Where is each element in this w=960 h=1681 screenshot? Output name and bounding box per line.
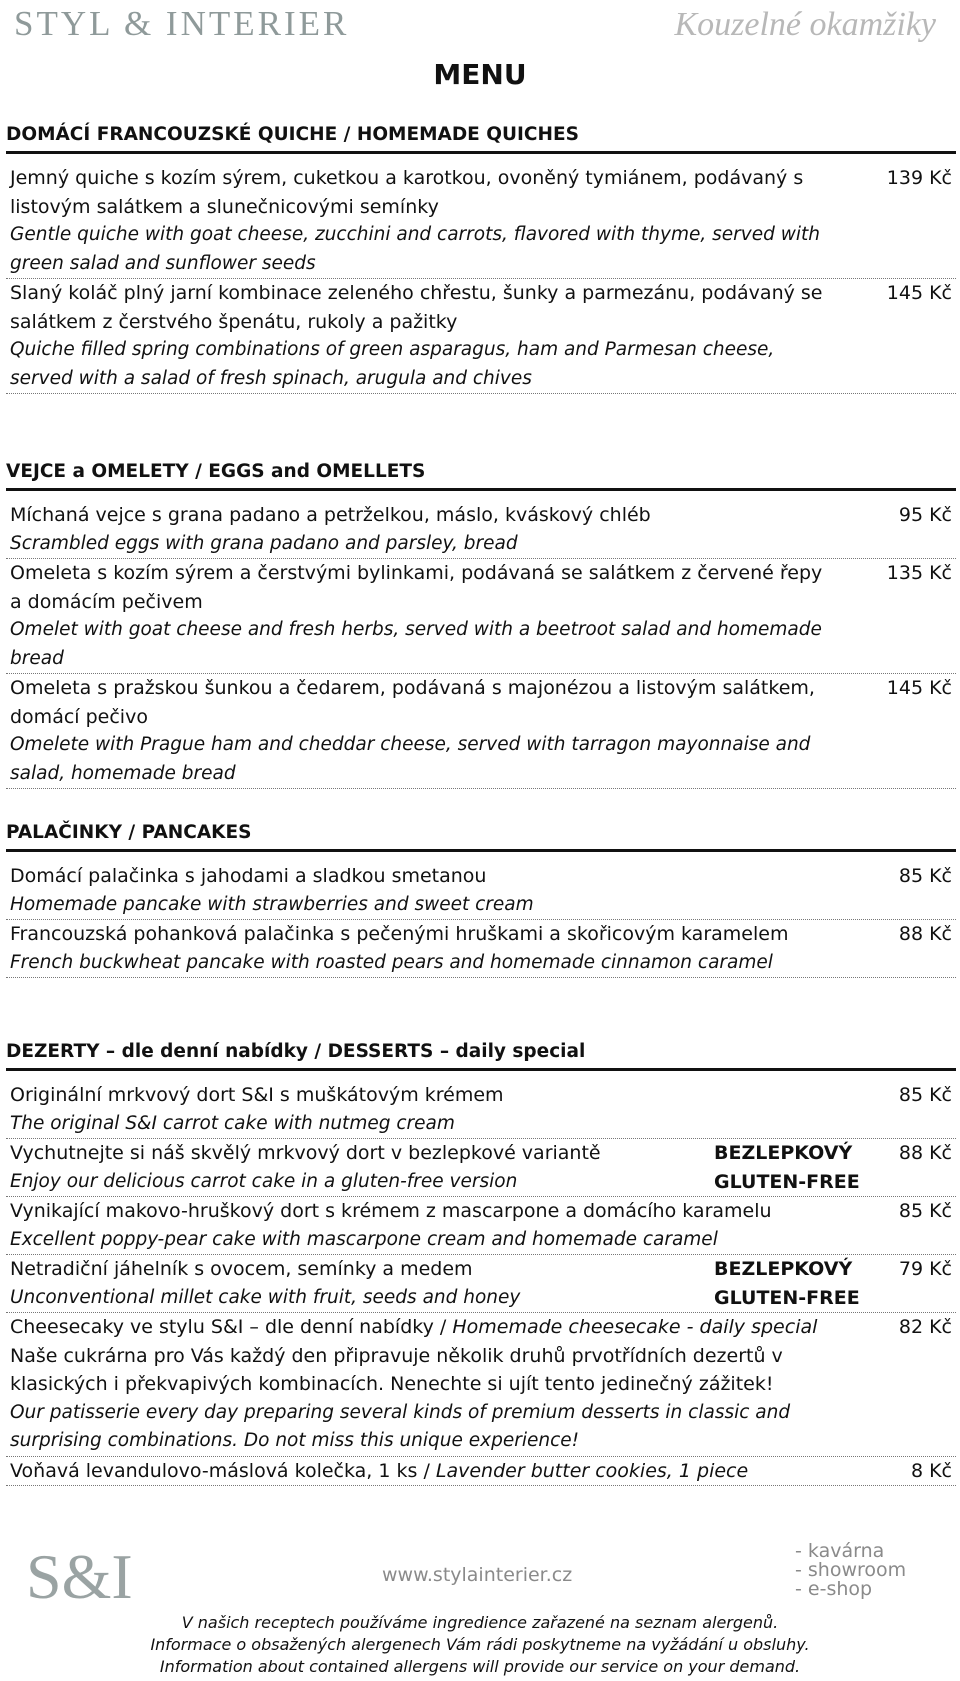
item-name-cz-main: Cheesecaky ve stylu S&I – dle denní nabídky / [10,1316,453,1338]
item-price: 145 Kč [886,677,952,699]
gluten-free-label-en: GLUTEN-FREE [714,1286,860,1309]
allergen-note-line: V našich receptech používáme ingredience zařazené na seznam alergenů. [181,1613,779,1632]
section-title: PALAČINKY / PANCAKES [6,822,252,843]
item-name-cz: Francouzská pohanková palačinka s pečenými hruškami a skořicovým karamelem [10,923,789,945]
tagline: Kouzelné okamžiky [674,6,936,43]
item-price: 139 Kč [886,167,952,189]
section-desserts [6,1039,956,1486]
gluten-free-badge [714,1255,860,1312]
menu-item [6,1197,956,1255]
item-name-cz [10,1313,952,1342]
item-name-cz: Jemný quiche s kozím sýrem, cuketkou a karotkou, ovoněný tymiánem, podávaný s listovým salátkem a slunečnicovými semínky [10,167,804,218]
section-divider [6,1068,956,1071]
item-description-en: Our patisserie every day preparing several kinds of premium desserts in classic and surprising combinations. Do not miss this unique experience! [10,1401,791,1451]
section-eggs [6,459,956,789]
item-price: 88 Kč [898,923,952,945]
svg-text:S&I: S&I [26,1541,133,1612]
gluten-free-label-cz: BEZLEPKOVÝ [714,1258,853,1280]
gluten-free-label-en: GLUTEN-FREE [714,1170,860,1193]
service-item: - showroom [795,1559,907,1581]
menu-item [6,1081,956,1139]
item-name-en: Scrambled eggs with grana padano and parsley, bread [10,532,518,554]
item-name-en: Enjoy our delicious carrot cake in a gluten-free version [10,1170,518,1192]
item-name-en: Omelet with goat cheese and fresh herbs, served with a beetroot salad and homemade bread [10,619,822,669]
menu-item [6,674,956,789]
menu-item [6,1139,956,1197]
item-name-cz: Omeleta s kozím sýrem a čerstvými bylinkami, podávaná se salátkem z červené řepy a domácím pečivem [10,562,823,613]
item-name-en: Gentle quiche with goat cheese, zucchini and carrots, flavored with thyme, served with green salad and sunflower seeds [10,224,820,274]
item-price: 145 Kč [886,282,952,304]
website-link[interactable]: www.stylainterier.cz [382,1564,573,1586]
item-name-cz: Míchaná vejce s grana padano a petrželkou, máslo, kváskový chléb [10,504,651,526]
item-price: 82 Kč [898,1316,952,1338]
services-list [795,1542,906,1599]
page-title: MENU [433,58,527,91]
item-name-en: Homemade pancake with strawberries and sweet cream [10,893,534,915]
service-item: - e-shop [795,1578,873,1600]
item-name-cz: Omeleta s pražskou šunkou a čedarem, podávaná s majonézou a listovým salátkem, domácí pečivo [10,677,815,728]
item-price: 79 Kč [898,1258,952,1280]
item-name-cz [10,1457,952,1486]
section-title: DOMÁCÍ FRANCOUZSKÉ QUICHE / HOMEMADE QUICHES [6,124,579,145]
menu-item [6,1255,956,1313]
item-name-cz: Vynikající makovo-hruškový dort s krémem z mascarpone a domácího karamelu [10,1200,772,1222]
item-price: 95 Kč [898,504,952,526]
section-divider [6,849,956,852]
section-pancakes [6,820,956,978]
item-price: 88 Kč [898,1142,952,1164]
item-name-cz: Netradiční jáhelník s ovocem, semínky a medem [10,1258,473,1280]
item-name-en-inline: Homemade cheesecake - daily special [452,1316,818,1338]
allergen-note-line: Informace o obsažených alergenech Vám rádi poskytneme na vyžádání u obsluhy. [150,1635,810,1654]
item-name-en: Omelete with Prague ham and cheddar cheese, served with tarragon mayonnaise and salad, homemade bread [10,734,811,784]
menu-item [6,501,956,559]
item-price: 85 Kč [898,1200,952,1222]
item-price: 135 Kč [886,562,952,584]
gluten-free-label-cz: BEZLEPKOVÝ [714,1142,853,1164]
item-name-en: Unconventional millet cake with fruit, seeds and honey [10,1286,521,1308]
item-description-cz: Naše cukrárna pro Vás každý den připravuje několik druhů prvotřídních dezertů v klasických i překvapivých kombinacích. Nenechte si ujít tento jedinečný zážitek! [10,1344,783,1395]
item-name-cz: Originální mrkvový dort S&I s muškátovým krémem [10,1084,504,1106]
item-name-cz-main: Voňavá levandulovo-máslová kolečka, 1 ks / [10,1459,436,1482]
menu-item [6,559,956,674]
allergen-note [0,1612,960,1678]
item-price: 85 Kč [898,1084,952,1106]
allergen-note-line: Information about contained allergens will provide our service on your demand. [159,1657,801,1676]
item-price: 8 Kč [910,1459,952,1482]
menu-item [6,1313,956,1457]
item-name-en: The original S&I carrot cake with nutmeg cream [10,1112,455,1134]
item-name-en: Quiche filled spring combinations of green asparagus, ham and Parmesan cheese, served with a salad of fresh spinach, arugula and chives [10,339,775,389]
menu-item [6,164,956,279]
item-name-cz: Domácí palačinka s jahodami a sladkou smetanou [10,865,487,887]
section-quiches [6,122,956,394]
item-name-cz: Vychutnejte si náš skvělý mrkvový dort v bezlepkové variantě [10,1142,601,1164]
item-name-cz: Slaný koláč plný jarní kombinace zeleného chřestu, šunky a parmezánu, podávaný se salátkem z čerstvého špenátu, rukoly a pažitky [10,282,823,333]
si-logo-icon [26,1540,133,1612]
item-name-en: French buckwheat pancake with roasted pears and homemade cinnamon caramel [10,951,773,973]
menu-item [6,920,956,978]
section-divider [6,151,956,154]
brand-logo: STYL & INTERIER [14,4,350,43]
service-item: - kavárna [795,1540,885,1562]
menu-item [6,862,956,920]
section-divider [6,488,956,491]
menu-item [6,279,956,394]
gluten-free-badge [714,1139,860,1196]
section-title: VEJCE a OMELETY / EGGS and OMELLETS [6,461,426,482]
section-title: DEZERTY – dle denní nabídky / DESSERTS – daily special [6,1041,586,1062]
menu-item [6,1457,956,1487]
item-price: 85 Kč [898,865,952,887]
item-name-en: Excellent poppy-pear cake with mascarpone cream and homemade caramel [10,1228,718,1250]
item-name-en-inline: Lavender butter cookies, 1 piece [435,1459,749,1482]
